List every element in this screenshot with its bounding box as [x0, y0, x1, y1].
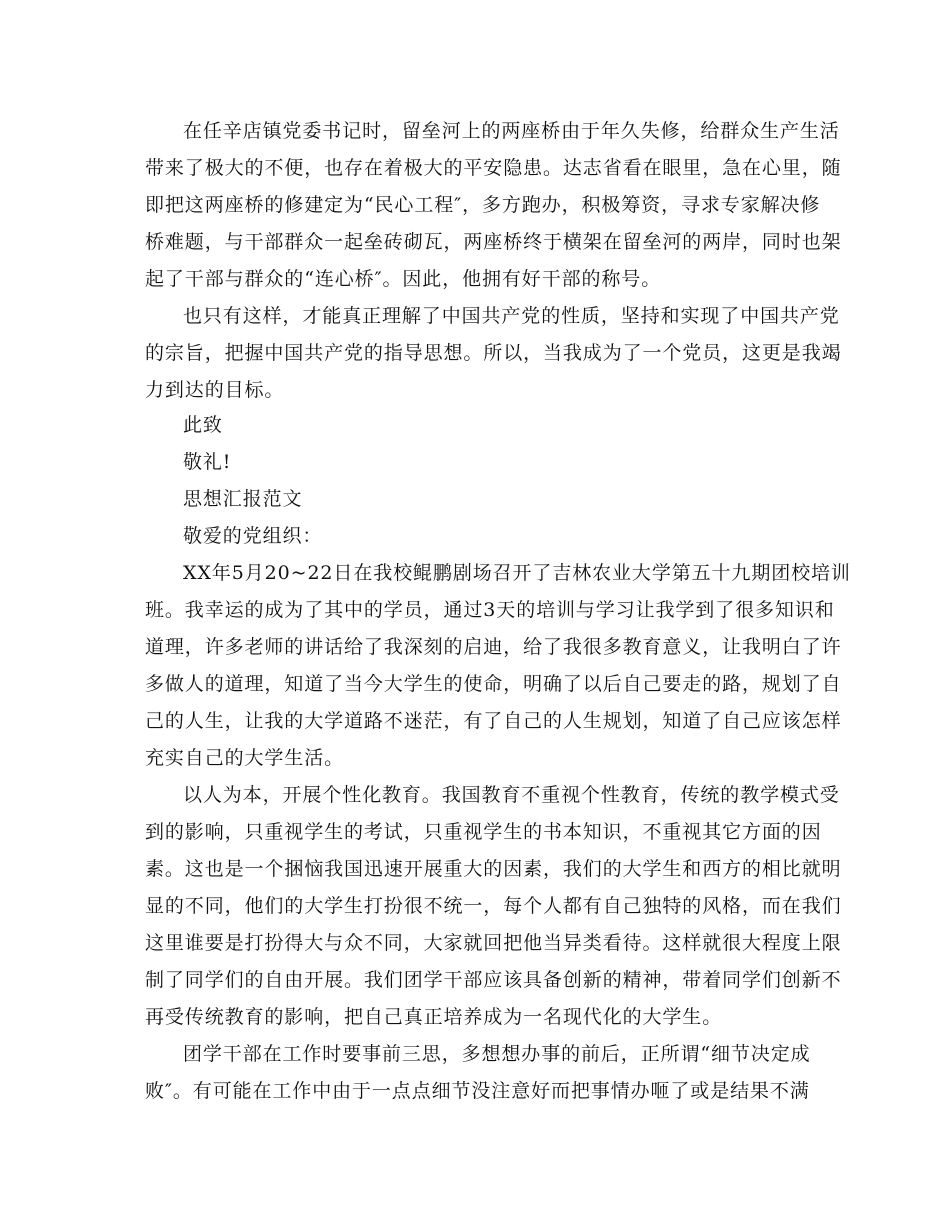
text-line: 这里谁要是打扮得大与众不同，大家就回把他当异类看待。这样就很大程度上限: [145, 932, 842, 954]
text-line: 带来了极大的不便，也存在着极大的平安隐患。达志省看在眼里，急在心里，随: [145, 157, 842, 179]
text-line: XX年5月20~22日在我校鲲鹏剧场召开了吉林农业大学第五十九期团校培训: [183, 562, 851, 584]
closing-salutation: 此致: [183, 414, 223, 436]
text-line: 充实自己的大学生活。: [145, 747, 345, 769]
text-line: 在任辛店镇党委书记时，留垒河上的两座桥由于年久失修，给群众生产生活: [183, 120, 840, 142]
text-line: 素。这也是一个捆恼我国迅速开展重大的因素，我们的大学生和西方的相比就明: [145, 858, 842, 880]
letter-salutation: 敬爱的党组织：: [183, 525, 323, 547]
text-line: 桥难题，与干部群众一起垒砖砌瓦，两座桥终于横架在留垒河的两岸，同时也架: [145, 231, 842, 253]
text-line: 己的人生，让我的大学道路不迷茫，有了自己的人生规划，知道了自己应该怎样: [145, 710, 842, 732]
text-line: 团学干部在工作时要事前三思，多想想办事的前后，正所谓“细节决定成: [183, 1043, 811, 1065]
text-line: 以人为本，开展个性化教育。我国教育不重视个性教育，传统的教学模式受: [183, 784, 840, 806]
text-line: 制了同学们的自由开展。我们团学干部应该具备创新的精神，带着同学们创新不: [145, 969, 842, 991]
text-line: 也只有这样，才能真正理解了中国共产党的性质，坚持和实现了中国共产党: [183, 305, 840, 327]
text-line: 显的不同，他们的大学生打扮很不统一，每个人都有自己独特的风格，而在我们: [145, 895, 842, 917]
text-line: 的宗旨，把握中国共产党的指导思想。所以，当我成为了一个党员，这更是我竭: [145, 342, 842, 364]
section-title: 思想汇报范文: [183, 488, 303, 510]
text-line: 败″。有可能在工作中由于一点点细节没注意好而把事情办咂了或是结果不满: [145, 1080, 810, 1102]
text-line: 起了干部与群众的“连心桥″。因此，他拥有好干部的称号。: [145, 268, 662, 290]
text-line: 多做人的道理，知道了当今大学生的使命，明确了以后自己要走的路，规划了自: [145, 673, 842, 695]
text-line: 即把这两座桥的修建定为“民心工程″，多方跑办，积极筹资，寻求专家解决修: [145, 194, 821, 216]
text-line: 再受传统教育的影响，把自己真正培养成为一名现代化的大学生。: [145, 1006, 723, 1028]
text-line: 力到达的目标。: [145, 379, 285, 401]
text-line: 班。我幸运的成为了其中的学员，通过3天的培训与学习让我学到了很多知识和: [145, 599, 835, 621]
closing-regards: 敬礼!: [183, 451, 232, 473]
text-line: 到的影响，只重视学生的考试，只重视学生的书本知识，不重视其它方面的因: [145, 821, 822, 843]
text-line: 道理，许多老师的讲话给了我深刻的启迪，给了我很多教育意义，让我明白了许: [145, 636, 842, 658]
